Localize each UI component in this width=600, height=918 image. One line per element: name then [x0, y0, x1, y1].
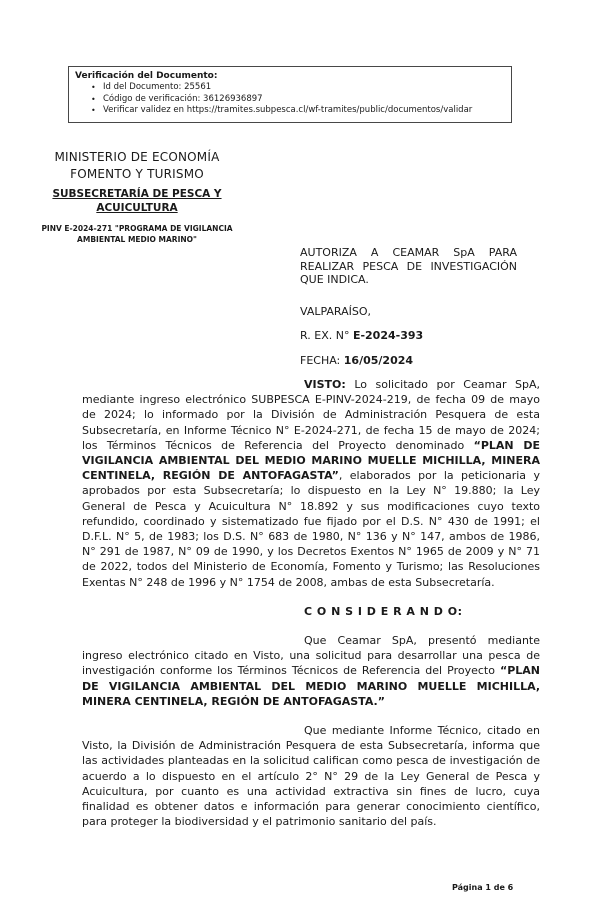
letterhead: [27, 149, 247, 245]
verification-title: Verificación del Documento:: [75, 71, 218, 81]
verification-code: Código de verificación: 36126936897: [103, 93, 263, 104]
visto-paragraph: [82, 377, 540, 590]
page-number: Página 1 de 6: [452, 883, 514, 892]
visto-text-after-title: , elaborados por la peticionaria y aprobados por esta Subsecretaría; lo dispuesto en la Ley N° 19.880; la Ley General de Pesca y Acuicultura N° 18.892 y sus modificaciones cuyo texto refundido, coordinado y sistematizado fue fijado por el D.S. N° 430 de 1991; el D.F.L. N° 5, de 1983; los D.S. N° 683 de 1980, N° 136 y N° 147, ambos de 1986, N° 291 de 1987, N° 09 de 1990, y los Decretos Exentos N° 1965 de 2009 y N° 71 de 2022, todos del Ministerio de Economía, Fomento y Turismo; las Resoluciones Exentas N° 248 de 1996 y N° 1754 de 2008, ambas de esta Subsecretaría.: [82, 469, 540, 589]
list-item: [75, 94, 505, 106]
date-line: [300, 354, 517, 368]
ministry-name-line1: MINISTERIO DE ECONOMÍA: [54, 150, 220, 164]
resolution-label: R. EX. N°: [300, 329, 353, 342]
considerando-heading: C O N S I D E R A N D O:: [304, 604, 463, 618]
project-reference: PINV E-2024-271 "PROGRAMA DE VIGILANCIA AMBIENTAL MEDIO MARINO": [41, 224, 233, 244]
resolution-number: E-2024-393: [352, 329, 424, 342]
date-value: 16/05/2024: [343, 353, 414, 367]
visto-project-title: “PLAN DE VIGILANCIA AMBIENTAL DEL MEDIO MARINO MUELLE MICHILLA, MINERA CENTINELA, REGIÓN DE ANTOFAGASTA”: [82, 438, 540, 483]
ministry-name-line2: FOMENTO Y TURISMO: [70, 167, 204, 181]
resolution-subject: AUTORIZA A CEAMAR SpA PARA REALIZAR PESCA DE INVESTIGACIÓN QUE INDICA.: [300, 246, 517, 286]
list-item: [75, 105, 505, 117]
verification-url: Verificar validez en https://tramites.subpesca.cl/wf-tramites/public/documentos/validar: [103, 105, 473, 115]
department-name-line1: SUBSECRETARÍA DE PESCA Y: [52, 188, 222, 200]
considerando-paragraph-2: Que mediante Informe Técnico, citado en Visto, la División de Administración Pesquera de esta Subsecretaría, informa que las actividades planteadas en la solicitud califican como pesca de investigación de acuerdo a lo dispuesto en el artículo 2° N° 29 de la Ley General de Pesca y Acuicultura, por cuanto es una actividad extractiva sin fines de lucro, cuya finalidad es obtener datos e información para generar conocimiento científico, para proteger la biodiversidad y el patrimonio sanitario del país.: [82, 724, 540, 829]
considerando-p1-text: Que Ceamar SpA, presentó mediante ingreso electrónico citado en Visto, una solicitud para desarrollar una pesca de investigación conforme los Términos Técnicos de Referencia del Proyecto: [82, 634, 540, 678]
department-name: [27, 188, 247, 215]
considerando-p1-project-title: “PLAN DE VIGILANCIA AMBIENTAL DEL MEDIO MARINO MUELLE MICHILLA, MINERA CENTINELA, REGIÓN DE ANTOFAGASTA.”: [82, 664, 540, 708]
considerando-paragraph-1: [82, 633, 540, 709]
bullet-icon: •: [91, 94, 96, 104]
resolution-number-line: [300, 329, 517, 343]
title-block: [300, 246, 517, 367]
verification-box: [68, 66, 512, 123]
bullet-icon: •: [91, 83, 96, 92]
date-label: FECHA:: [300, 353, 344, 367]
document-body: [82, 377, 540, 843]
list-item: [75, 82, 505, 94]
department-name-line2: ACUICULTURA: [96, 201, 178, 214]
verification-document-id: Id del Documento: 25561: [103, 82, 212, 92]
bullet-icon: •: [91, 106, 96, 115]
visto-label: VISTO:: [304, 378, 346, 391]
city-line: VALPARAÍSO,: [300, 304, 372, 318]
visto-text-before-title: Lo solicitado por Ceamar SpA, mediante ingreso electrónico SUBPESCA E-PINV-2024-219, de fecha 09 de mayo de 2024; lo informado por la División de Administración Pesquera de esta Subsecretaría, en Informe Técnico N° E-2024-271, de fecha 15 de mayo de 2024; los Términos Técnicos de Referencia del Proyecto denominado: [82, 378, 540, 452]
